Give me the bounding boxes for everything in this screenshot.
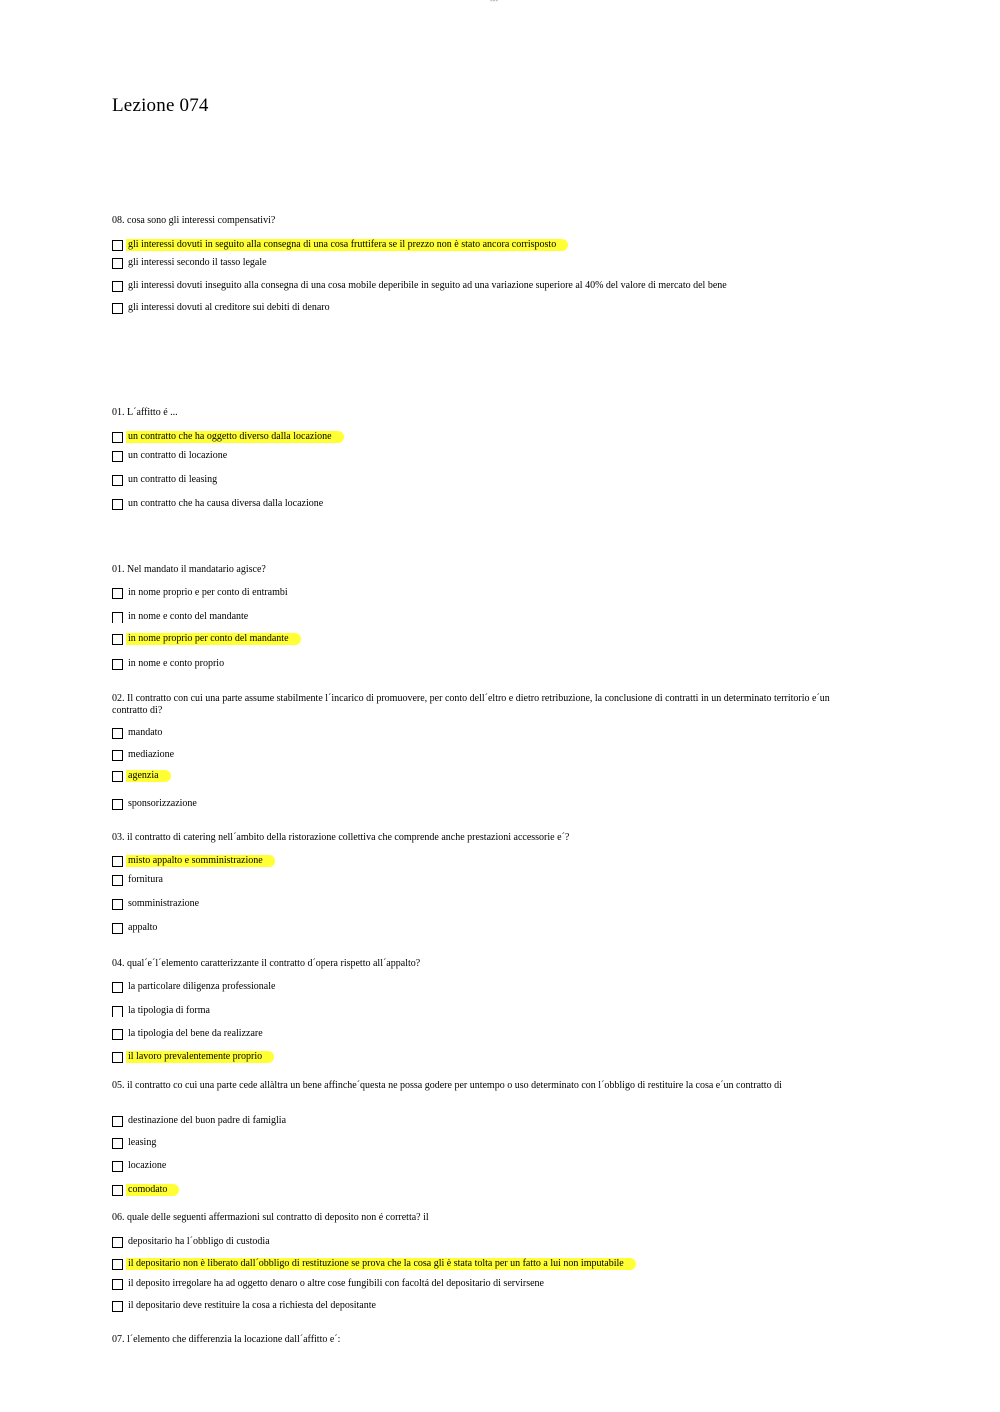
answer-label: in nome proprio per conto del mandante xyxy=(126,633,301,645)
question-text: 07. l´elemento che differenzia la locazione dall´affitto e´: xyxy=(112,1334,341,1345)
answer-label: misto appalto e somministrazione xyxy=(126,855,275,867)
question-text: 03. il contratto di catering nell´ambito della ristorazione collettiva che comprende anche prestazioni accessorie e´? xyxy=(112,832,570,843)
checkbox[interactable] xyxy=(112,1052,123,1063)
answer-option[interactable] xyxy=(112,1159,168,1173)
answer-label: depositario ha l´obbligo di custodia xyxy=(128,1236,270,1247)
answer-label: fornitura xyxy=(128,874,163,885)
answer-option[interactable] xyxy=(112,632,301,646)
answer-option[interactable] xyxy=(112,1183,179,1197)
answer-label: il depositario deve restituire la cosa a richiesta del depositante xyxy=(128,1300,376,1311)
answer-option[interactable] xyxy=(112,980,277,994)
answer-option[interactable] xyxy=(112,1277,546,1291)
checkbox[interactable] xyxy=(112,1259,123,1270)
answer-label: somministrazione xyxy=(128,898,200,909)
checkbox[interactable] xyxy=(112,982,123,993)
checkbox[interactable] xyxy=(112,799,123,810)
answer-label: in nome e conto del mandante xyxy=(128,611,249,622)
checkbox[interactable] xyxy=(112,240,123,251)
answer-option[interactable] xyxy=(112,1004,212,1018)
checkbox[interactable] xyxy=(112,612,123,623)
answer-label: agenzia xyxy=(126,770,171,782)
checkbox[interactable] xyxy=(112,281,123,292)
checkbox[interactable] xyxy=(112,875,123,886)
answer-option[interactable] xyxy=(112,279,729,293)
checkbox[interactable] xyxy=(112,1116,123,1127)
checkbox[interactable] xyxy=(112,659,123,670)
answer-label: un contratto che ha oggetto diverso dalla locazione xyxy=(126,431,344,443)
checkbox[interactable] xyxy=(112,1006,123,1017)
answer-option[interactable] xyxy=(112,748,176,762)
answer-option[interactable] xyxy=(112,449,229,463)
checkbox[interactable] xyxy=(112,475,123,486)
answer-option[interactable] xyxy=(112,586,290,600)
checkbox[interactable] xyxy=(112,728,123,739)
question-text: 01. L´affitto é ... xyxy=(112,407,178,418)
answer-option[interactable] xyxy=(112,430,344,444)
answer-label: gli interessi dovuti al creditore sui debiti di denaro xyxy=(128,302,330,313)
answer-label: leasing xyxy=(128,1137,157,1148)
answer-label: sponsorizzazione xyxy=(128,798,197,809)
answer-option[interactable] xyxy=(112,726,164,740)
answer-option[interactable] xyxy=(112,1136,158,1150)
answer-label: destinazione del buon padre di famiglia xyxy=(128,1115,287,1126)
checkbox[interactable] xyxy=(112,750,123,761)
answer-option[interactable] xyxy=(112,1299,378,1313)
checkbox[interactable] xyxy=(112,1301,123,1312)
answer-label: appalto xyxy=(128,922,158,933)
answer-option[interactable] xyxy=(112,1050,274,1064)
question-text: 01. Nel mandato il mandatario agisce? xyxy=(112,564,266,575)
answer-option[interactable] xyxy=(112,1027,265,1041)
checkbox[interactable] xyxy=(112,1161,123,1172)
answer-label: gli interessi secondo il tasso legale xyxy=(128,257,267,268)
answer-option[interactable] xyxy=(112,769,171,783)
checkbox[interactable] xyxy=(112,1237,123,1248)
answer-label: comodato xyxy=(126,1184,179,1196)
answer-label: in nome e conto proprio xyxy=(128,658,225,669)
checkbox[interactable] xyxy=(112,303,123,314)
answer-option[interactable] xyxy=(112,657,226,671)
answer-option[interactable] xyxy=(112,1257,636,1271)
answer-option[interactable] xyxy=(112,610,250,624)
checkbox[interactable] xyxy=(112,451,123,462)
checkbox[interactable] xyxy=(112,634,123,645)
answer-label: un contratto di locazione xyxy=(128,450,228,461)
question-text: 08. cosa sono gli interessi compensativi? xyxy=(112,215,276,226)
page-top-mark: --- xyxy=(490,0,498,5)
checkbox[interactable] xyxy=(112,432,123,443)
answer-label: il depositario non è liberato dall´obbligo di restituzione se prova che la cosa gli è stata tolta per un fatto a lui non imputabile xyxy=(126,1258,636,1270)
answer-option[interactable] xyxy=(112,256,269,270)
page-title: Lezione 074 xyxy=(112,95,209,116)
checkbox[interactable] xyxy=(112,771,123,782)
answer-label: locazione xyxy=(128,1160,167,1171)
question-text: 02. Il contratto con cui una parte assume stabilmente l´incarico di promuovere, per conto dell´eltro e dietro retribuzione, la conclusione di contratti in un determinato territorio e´un contratto di? xyxy=(112,693,830,716)
answer-label: gli interessi dovuti in seguito alla consegna di una cosa fruttifera se il prezzo non è stato ancora corrisposto xyxy=(126,239,568,251)
answer-label: la tipologia di forma xyxy=(128,1005,210,1016)
checkbox[interactable] xyxy=(112,1185,123,1196)
answer-option[interactable] xyxy=(112,854,275,868)
answer-option[interactable] xyxy=(112,1114,288,1128)
answer-label: gli interessi dovuti inseguito alla consegna di una cosa mobile deperibile in seguito ad una variazione superiore al 40% del valore di mercato del bene xyxy=(128,280,727,291)
answer-label: la tipologia del bene da realizzare xyxy=(128,1028,263,1039)
answer-label: il deposito irregolare ha ad oggetto denaro o altre cose fungibili con facoltá del depositario di servirsene xyxy=(128,1278,544,1289)
question-text: 06. quale delle seguenti affermazioni sul contratto di deposito non é corretta? il xyxy=(112,1212,429,1223)
answer-label: un contratto di leasing xyxy=(128,474,218,485)
answer-label: la particolare diligenza professionale xyxy=(128,981,276,992)
checkbox[interactable] xyxy=(112,588,123,599)
checkbox[interactable] xyxy=(112,899,123,910)
answer-option[interactable] xyxy=(112,897,201,911)
answer-option[interactable] xyxy=(112,921,159,935)
checkbox[interactable] xyxy=(112,499,123,510)
question-text: 05. il contratto co cui una parte cede allàltra un bene affinche´questa ne possa godere per untempo o uso determinato con l´obbligo di restituire la cosa e´un contratto di xyxy=(112,1080,782,1091)
answer-label: un contratto che ha causa diversa dalla locazione xyxy=(128,498,324,509)
answer-label: il lavoro prevalentemente proprio xyxy=(126,1051,274,1063)
answer-option[interactable] xyxy=(112,497,325,511)
checkbox[interactable] xyxy=(112,1138,123,1149)
answer-option[interactable] xyxy=(112,1235,272,1249)
checkbox[interactable] xyxy=(112,923,123,934)
answer-label: mandato xyxy=(128,727,163,738)
checkbox[interactable] xyxy=(112,258,123,269)
answer-option[interactable] xyxy=(112,238,568,252)
answer-option[interactable] xyxy=(112,473,219,487)
checkbox[interactable] xyxy=(112,856,123,867)
answer-option[interactable] xyxy=(112,301,332,315)
answer-option[interactable] xyxy=(112,873,165,887)
answer-option[interactable] xyxy=(112,797,199,811)
checkbox[interactable] xyxy=(112,1279,123,1290)
question-text: 04. qual´e´l´elemento caratterizzante il contratto d´opera rispetto all´appalto? xyxy=(112,958,421,969)
checkbox[interactable] xyxy=(112,1029,123,1040)
answer-label: in nome proprio e per conto di entrambi xyxy=(128,587,288,598)
answer-label: mediazione xyxy=(128,749,175,760)
